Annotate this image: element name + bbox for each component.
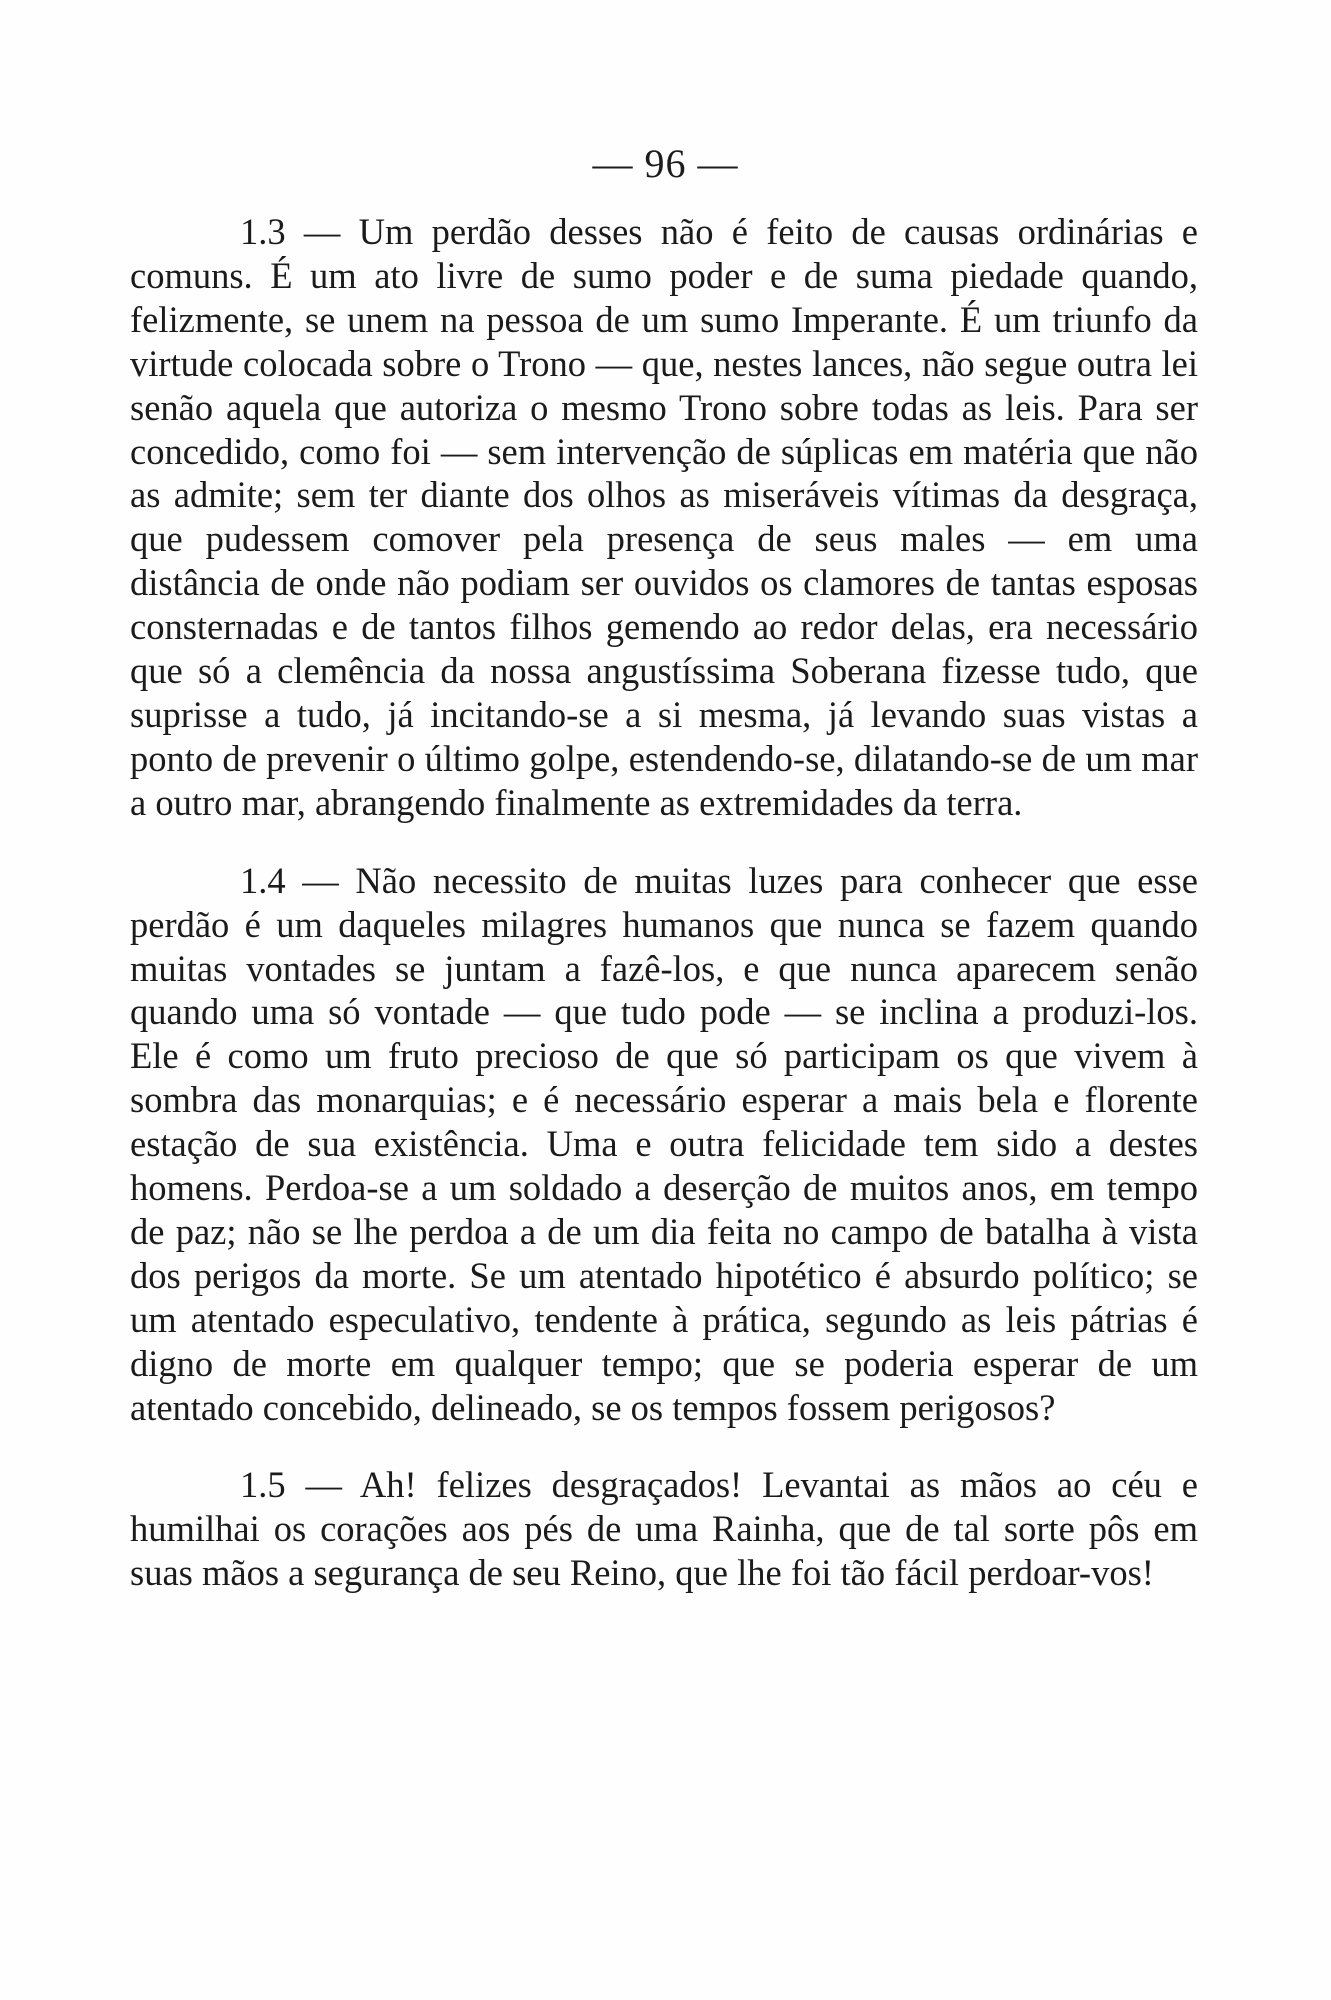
paragraph-1-4: 1.4 — Não necessito de muitas luzes para conhecer que esse perdão é um daqueles milagres humanos que nunca se fazem quando muitas vontades se juntam a fazê-los, e que nunca aparecem senão quando uma só vontade — que tudo pode — se inclina a produzi-los. Ele é como um fruto precioso de que só participam os que vivem à sombra das monarquias; e é necessário esperar a mais bela e florente estação de sua existência. Uma e outra felicidade tem sido a destes homens. Perdoa-se a um soldado a deserção de muitos anos, em tempo de paz; não se lhe perdoa a de um dia feita no campo de batalha à vista dos perigos da morte. Se um atentado hipotético é absurdo político; se um atentado especulativo, tendente à prática, segundo as leis pátrias é digno de morte em qualquer tempo; que se poderia esperar de um atentado concebido, delineado, se os tempos fossem perigosos? — [130, 859, 1198, 1428]
body-text — [130, 210, 1198, 1629]
paragraph-1-3: 1.3 — Um perdão desses não é feito de causas ordinárias e comuns. É um ato livre de sumo poder e de suma piedade quando, felizmente, se unem na pessoa de um sumo Imperante. É um triunfo da virtude colocada sobre o Trono — que, nestes lances, não segue outra lei senão aquela que autoriza o mesmo Trono sobre todas as leis. Para ser concedido, como foi — sem intervenção de súplicas em matéria que não as admite; sem ter diante dos olhos as miseráveis vítimas da desgraça, que pudessem comover pela presença de seus males — em uma distância de onde não podiam ser ouvidos os clamores de tantas esposas consternadas e de tantos filhos gemendo ao redor delas, era necessário que só a clemência da nossa angustíssima Soberana fizesse tudo, que suprisse a tudo, já incitando-se a si mesma, já levando suas vistas a ponto de prevenir o último golpe, estendendo-se, dilatando-se de um mar a outro mar, abrangendo finalmente as extremidades da terra. — [130, 211, 1198, 823]
paragraph-1-5: 1.5 — Ah! felizes desgraçados! Levantai as mãos ao céu e humilhai os corações aos pés de uma Rainha, que de tal sorte pôs em suas mãos a segurança de seu Reino, que lhe foi tão fácil perdoar-vos! — [130, 1464, 1198, 1594]
page-number: — 96 — — [592, 141, 739, 186]
